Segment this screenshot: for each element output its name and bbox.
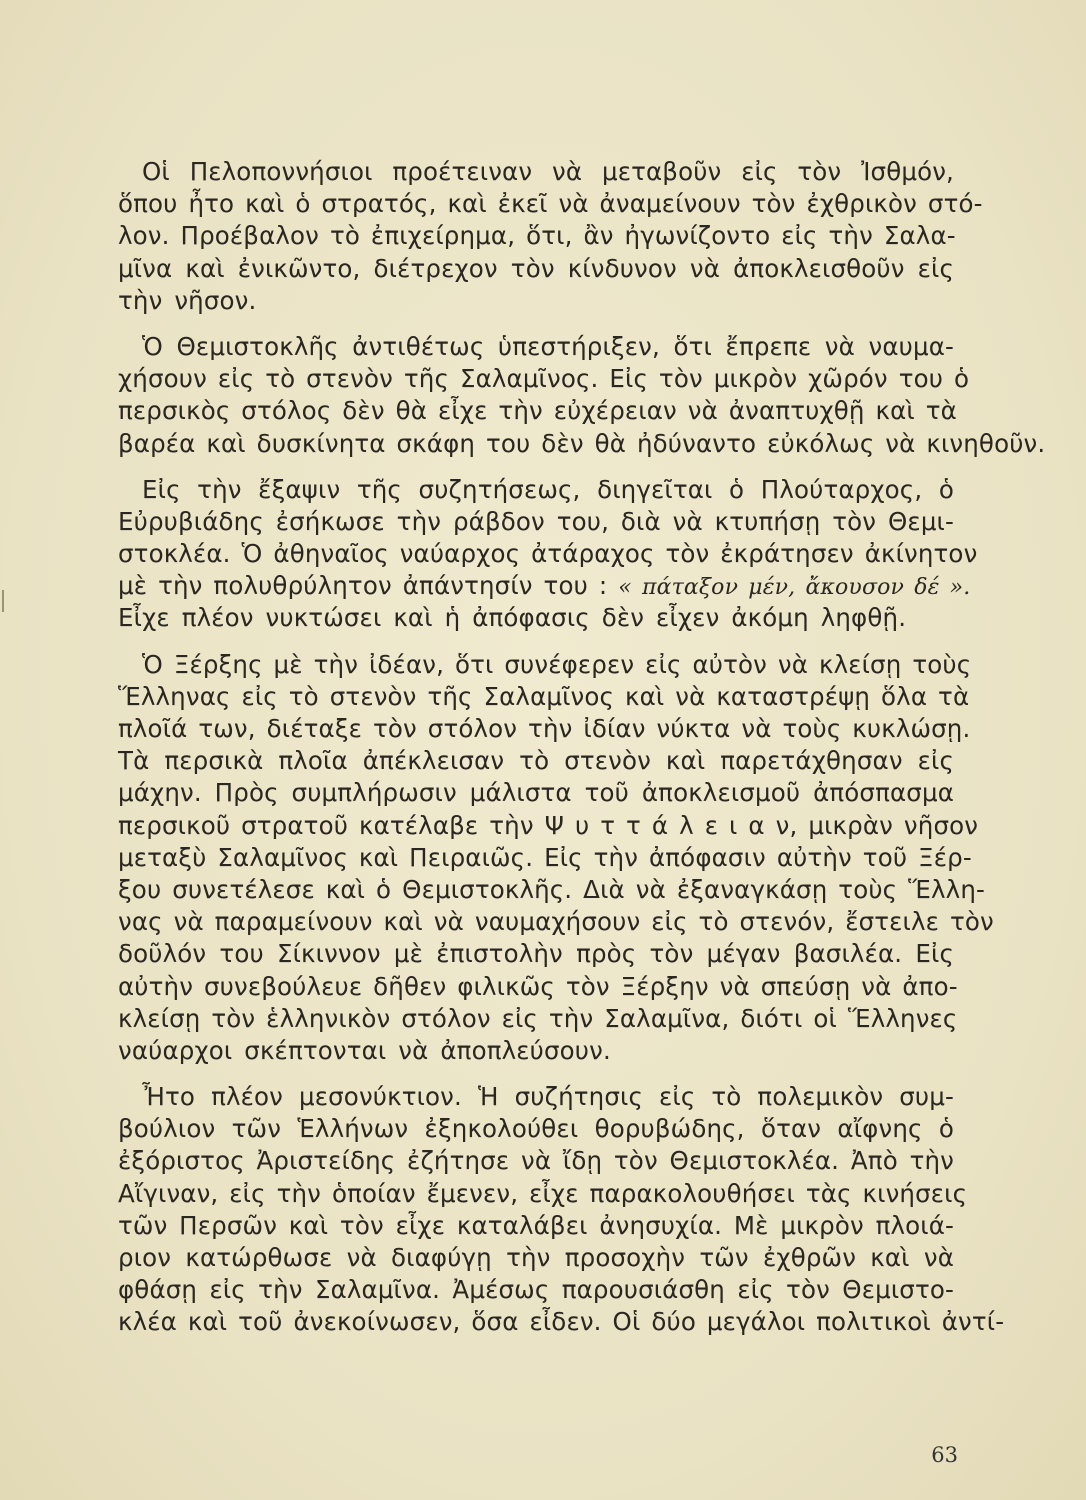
text-line: Ἦτο πλέον μεσονύκτιον. Ἡ συζήτησις εἰς τὸ πολεμικὸν συμ- [142,1082,954,1112]
text-line: κλείσῃ τὸν ἑλληνικὸν στόλον εἰς τὴν Σαλαμῖνα, διότι οἱ Ἕλληνες [118,1003,958,1033]
text-line: Εἰς τὴν ἔξαψιν τῆς συζητήσεως, διηγεῖται ὁ Πλούταρχος, ὁ [142,474,954,504]
text-line: αὐτὴν συνεβούλευε δῆθεν φιλικῶς τὸν Ξέρξην νὰ σπεύσῃ νὰ ἀπο- [118,971,958,1001]
text-line: μῖνα καὶ ἐνικῶντο, διέτρεχον τὸν κίνδυνον νὰ ἀποκλεισθοῦν εἰς [118,253,954,283]
text-line: μεταξὺ Σαλαμῖνος καὶ Πειραιῶς. Εἰς τὴν ἀπόφασιν αὐτὴν τοῦ Ξέρ- [118,842,972,872]
text-line: Ὁ Θεμιστοκλῆς ἀντιθέτως ὑπεστήριξεν, ὅτι ἔπρεπε νὰ ναυμα- [142,331,954,361]
text-line: στοκλέα. Ὁ ἀθηναῖος ναύαρχος ἀτάραχος τὸν ἐκράτησεν ἀκίνητον [118,539,978,569]
paragraph-1 [118,156,983,317]
text-line: μάχην. Πρὸς συμπλήρωσιν μάλιστα τοῦ ἀποκλεισμοῦ ἀπόσπασμα [118,778,954,808]
text-line: Αἴγιναν, εἰς τὴν ὁποίαν ἔμενεν, εἶχε παρακολουθήσει τὰς κινήσεις [118,1178,968,1208]
page-number: 63 [931,1443,958,1467]
text-line: Οἱ Πελοποννήσιοι προέτειναν νὰ μεταβοῦν εἰς τὸν Ἰσθμόν, [142,157,954,186]
text-line: περσικὸς στόλος δὲν θὰ εἶχε τὴν εὐχέρειαν νὰ ἀναπτυχθῇ καὶ τὰ [118,396,957,426]
quote-line [118,570,971,602]
text-line: Τὰ περσικὰ πλοῖα ἀπέκλεισαν τὸ στενὸν καὶ παρετάχθησαν εἰς [118,746,954,776]
text-line: βούλιον τῶν Ἑλλήνων ἐξηκολούθει θορυβώδης, ὅταν αἴφνης ὁ [118,1114,954,1144]
text-line: χήσουν εἰς τὸ στενὸν τῆς Σαλαμῖνος. Εἰς τὸν μικρὸν χῶρόν του ὁ [118,364,970,394]
text-line: Εὐρυβιάδης ἐσήκωσε τὴν ράβδον του, διὰ νὰ κτυπήσῃ τὸν Θεμι- [118,506,954,536]
quote-line-prefix: μὲ τὴν πολυθρύλητον ἀπάντησίν του : [118,571,608,601]
text-line: Ὁ Ξέρξης μὲ τὴν ἰδέαν, ὅτι συνέφερεν εἰς αὐτὸν νὰ κλείσῃ τοὺς [142,649,972,679]
text-line: περσικοῦ στρατοῦ κατέλαβε τὴν Ψ υ τ τ ά λ ε ι α ν, μικρὰν νῆσον [118,810,979,840]
paragraph-2 [118,331,1046,460]
text-line: ἐξόριστος Ἀριστείδης ἐζήτησε νὰ ἴδῃ τὸν Θεμιστοκλέα. Ἀπὸ τὴν [118,1146,954,1176]
text-line: τὴν νῆσον. [118,285,257,315]
text-line: κλέα καὶ τοῦ ἀνεκοίνωσεν, ὅσα εἶδεν. Οἱ δύο μεγάλοι πολιτικοὶ ἀντί- [118,1307,1005,1337]
text-line: φθάσῃ εἰς τὴν Σαλαμῖνα. Ἀμέσως παρουσιάσθη εἰς τὸν Θεμιστο- [118,1275,954,1305]
text-line: βαρέα καὶ δυσκίνητα σκάφη του δὲν θὰ ἠδύναντο εὐκόλως νὰ κινηθοῦν. [118,428,1046,458]
paragraph-4 [118,649,994,1067]
paragraph-5 [118,1081,1005,1339]
text-line: πλοῖά των, διέταξε τὸν στόλον τὴν ἰδίαν νύκτα νὰ τοὺς κυκλώσῃ. [118,714,971,743]
text-line: δοῦλόν του Σίκιννον μὲ ἐπιστολὴν πρὸς τὸν μέγαν βασιλέα. Εἰς [118,939,954,969]
margin-mark [2,590,4,612]
text-line: ριον κατώρθωσε νὰ διαφύγῃ τὴν προσοχὴν τῶν ἐχθρῶν καὶ νὰ [118,1243,954,1272]
text-line: τῶν Περσῶν καὶ τὸν εἶχε καταλάβει ἀνησυχία. Μὲ μικρὸν πλοιά- [118,1210,954,1240]
text-line: ὅπου ἦτο καὶ ὁ στρατός, καὶ ἐκεῖ νὰ ἀναμείνουν τὸν ἐχθρικὸν στό- [118,189,983,219]
text-line: Ἕλληνας εἰς τὸ στενὸν τῆς Σαλαμῖνος καὶ νὰ καταστρέψῃ ὅλα τὰ [118,681,970,711]
text-line: Εἶχε πλέον νυκτώσει καὶ ἡ ἀπόφασις δὲν εἶχεν ἀκόμη ληφθῇ. [118,603,907,633]
text-line: νας νὰ παραμείνουν καὶ νὰ ναυμαχήσουν εἰς τὸ στενόν, ἔστειλε τὸν [118,907,994,937]
text-line: ξου συνετέλεσε καὶ ὁ Θεμιστοκλῆς. Διὰ νὰ ἐξαναγκάσῃ τοὺς Ἕλλη- [118,874,985,904]
body-text [118,156,1046,1353]
text-line: ναύαρχοι σκέπτονται νὰ ἀποπλεύσουν. [118,1035,611,1065]
text-line: λον. Προέβαλον τὸ ἐπιχείρημα, ὅτι, ἂν ἠγωνίζοντο εἰς τὴν Σαλα- [118,221,956,251]
famous-quote: « πάταξον μέν, ἄκουσον δέ ». [618,575,971,601]
paragraph-3 [118,474,978,635]
